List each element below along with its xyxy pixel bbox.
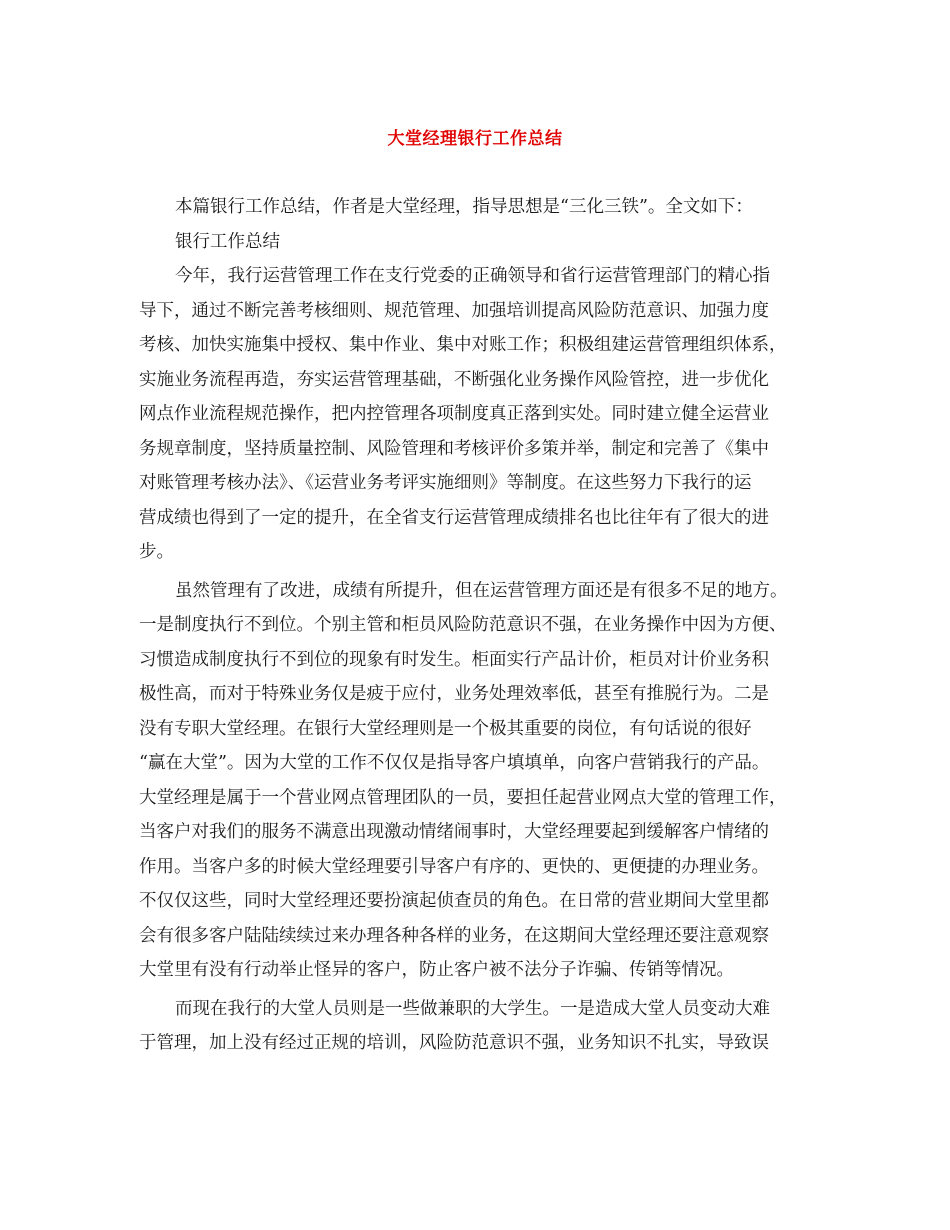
paragraph-1-line: 网点作业流程规范操作，把内控管理各项制度真正落到实处。同时建立健全运营业 [139,404,769,424]
paragraph-2-line: 习惯造成制度执行不到位的现象有时发生。柜面实行产品计价，柜员对计价业务积 [139,649,769,670]
paragraph-1-line: 考核、加快实施集中授权、集中作业、集中对账工作；积极组建运营管理组织体系， [139,335,787,355]
paragraph-1-line: 步。 [139,542,174,562]
paragraph-1-line: 今年，我行运营管理工作在支行党委的正确领导和省行运营管理部门的精心指 [175,266,770,286]
paragraph-1-line: 导下，通过不断完善考核细则、规范管理、加强培训提高风险防范意识、加强力度 [139,300,769,321]
paragraph-2-line: 虽然管理有了改进，成绩有所提升，但在运营管理方面还是有很多不足的地方。 [175,580,788,601]
paragraph-1-line: 务规章制度，坚持质量控制、风险管理和考核评价多策并举，制定和完善了《集中 [139,438,769,459]
paragraph-2-line: 作用。当客户多的时候大堂经理要引导客户有序的、更快的、更便捷的办理业务。 [139,856,769,877]
paragraph-3-line: 于管理，加上没有经过正规的培训，风险防范意识不强，业务知识不扎实，导致误 [139,1033,769,1053]
document-title: 大堂经理银行工作总结 [387,129,563,149]
paragraph-2-line: 当客户对我们的服务不满意出现激动情绪闹事时，大堂经理要起到缓解客户情绪的 [139,822,769,842]
paragraph-3-line: 而现在我行的大堂人员则是一些做兼职的大学生。一是造成大堂人员变动大难 [175,998,770,1019]
paragraph-2-line: 极性高，而对于特殊业务仅是疲于应付，业务处理效率低，甚至有推脱行为。二是 [139,684,769,704]
paragraph-2-line: 一是制度执行不到位。个别主管和柜员风险防范意识不强，在业务操作中因为方便、 [139,615,787,635]
paragraph-2-line: 大堂里有没有行动举止怪异的客户，防止客户被不法分子诈骗、传销等情况。 [139,960,734,980]
section-heading: 银行工作总结 [175,231,280,252]
paragraph-1-line: 对账管理考核办法》、《运营业务考评实施细则》等制度。在这些努力下我行的运 [139,473,752,493]
paragraph-2-line: 没有专职大堂经理。在银行大堂经理则是一个极其重要的岗位，有句话说的很好 [139,718,752,739]
paragraph-2-line: 大堂经理是属于一个营业网点管理团队的一员，要担任起营业网点大堂的管理工作， [139,787,787,808]
document-body [139,190,829,1061]
paragraph-2-line: “赢在大堂”。因为大堂的工作不仅仅是指导客户填填单，向客户营销我行的产品。 [139,753,770,773]
paragraph-1-line: 实施业务流程再造，夯实运营管理基础，不断强化业务操作风险管控，进一步优化 [139,369,769,390]
intro-line: 本篇银行工作总结，作者是大堂经理，指导思想是“三化三铁”。全文如下： [175,197,753,217]
paragraph-1-line: 营成绩也得到了一定的提升，在全省支行运营管理成绩排名也比往年有了很大的进 [139,507,769,528]
paragraph-2-line: 不仅仅这些，同时大堂经理还要扮演起侦查员的角色。在日常的营业期间大堂里都 [139,891,769,911]
paragraph-2-line: 会有很多客户陆陆续续过来办理各种各样的业务，在这期间大堂经理还要注意观察 [139,925,769,946]
